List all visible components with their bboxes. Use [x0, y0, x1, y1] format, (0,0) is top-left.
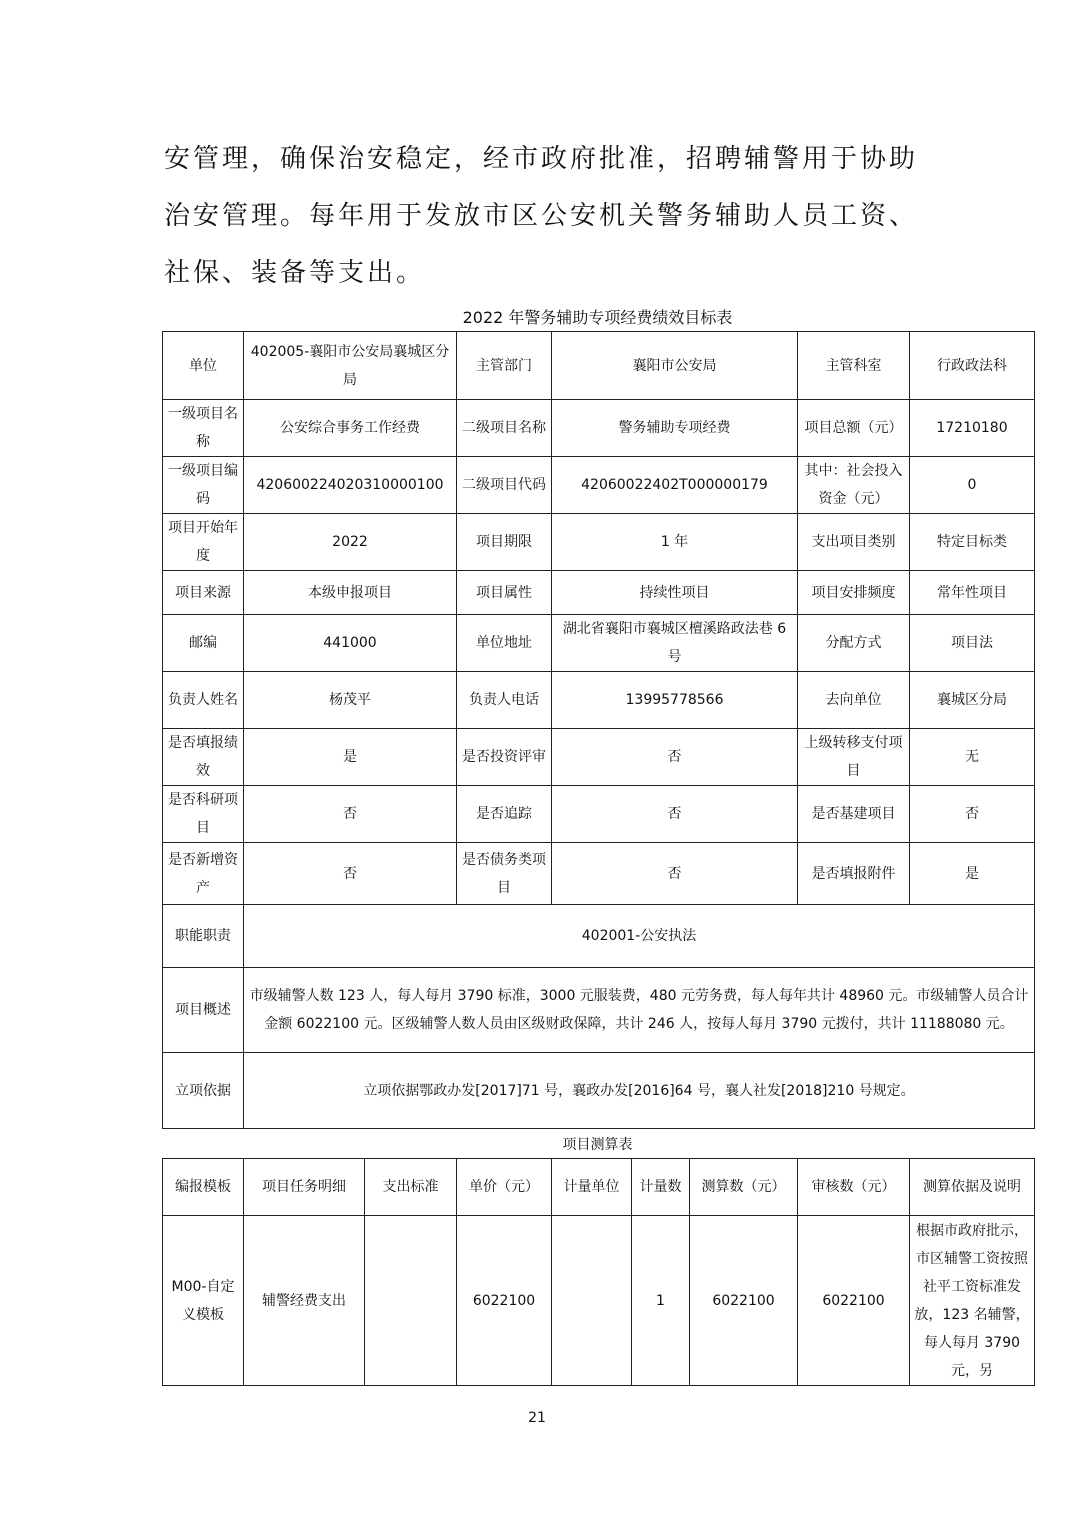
header-cell: 单价（元） [457, 1159, 552, 1216]
label-cell: 项目安排频度 [798, 571, 910, 615]
intro-line-2: 治安管理。每年用于发放市区公安机关警务辅助人员工资、 [164, 201, 919, 231]
project-estimate-table [162, 1158, 1035, 1386]
label-cell: 是否填报附件 [798, 843, 910, 905]
header-cell: 支出标准 [365, 1159, 457, 1216]
label-cell: 上级转移支付项目 [798, 729, 910, 786]
table-row [163, 672, 1035, 729]
table-row [163, 571, 1035, 615]
table-row [163, 457, 1035, 514]
table-row [163, 905, 1035, 968]
table-row [163, 400, 1035, 457]
label-cell: 单位地址 [457, 615, 552, 672]
value-cell: 警务辅助专项经费 [552, 400, 798, 457]
header-cell: 测算数（元） [690, 1159, 798, 1216]
function-value: 402001-公安执法 [244, 905, 1035, 968]
value-cell: 行政政法科 [910, 332, 1035, 400]
table-row [163, 1053, 1035, 1129]
value-cell: 否 [552, 843, 798, 905]
label-cell: 负责人姓名 [163, 672, 244, 729]
value-cell: 公安综合事务工作经费 [244, 400, 457, 457]
header-cell: 审核数（元） [798, 1159, 910, 1216]
intro-paragraph [164, 134, 964, 305]
value-cell: 2022 [244, 514, 457, 571]
value-cell: 1 年 [552, 514, 798, 571]
data-cell: M00-自定义模板 [163, 1216, 244, 1386]
table-row [163, 786, 1035, 843]
value-cell: 是 [910, 843, 1035, 905]
overview-label: 项目概述 [163, 968, 244, 1053]
label-cell: 项目总额（元） [798, 400, 910, 457]
value-cell: 常年性项目 [910, 571, 1035, 615]
value-cell: 否 [910, 786, 1035, 843]
label-cell: 支出项目类别 [798, 514, 910, 571]
table-row [163, 729, 1035, 786]
label-cell: 是否科研项目 [163, 786, 244, 843]
label-cell: 二级项目名称 [457, 400, 552, 457]
value-cell: 否 [552, 786, 798, 843]
table-row [163, 843, 1035, 905]
page-number: 21 [528, 1410, 546, 1426]
header-cell: 测算依据及说明 [910, 1159, 1035, 1216]
data-cell [365, 1216, 457, 1386]
value-cell: 襄阳市公安局 [552, 332, 798, 400]
basis-label: 立项依据 [163, 1053, 244, 1129]
basis-value: 立项依据鄂政办发[2017]71 号，襄政办发[2016]64 号，襄人社发[2018]210 号规定。 [244, 1053, 1035, 1129]
table1-caption: 2022 年警务辅助专项经费绩效目标表 [462, 308, 733, 327]
value-cell: 0 [910, 457, 1035, 514]
header-cell: 计量数 [632, 1159, 690, 1216]
header-cell: 编报模板 [163, 1159, 244, 1216]
value-cell: 否 [552, 729, 798, 786]
table-row [163, 968, 1035, 1053]
label-cell: 是否投资评审 [457, 729, 552, 786]
header-cell: 计量单位 [552, 1159, 632, 1216]
label-cell: 其中：社会投入资金（元） [798, 457, 910, 514]
label-cell: 单位 [163, 332, 244, 400]
value-cell: 42060022402T000000179 [552, 457, 798, 514]
overview-value: 市级辅警人数 123 人，每人每月 3790 标准，3000 元服装费，480 元劳务费，每人每年共计 48960 元。市级辅警人员合计金额 6022100 元。区级辅警人数人员由区级财政保障，共计 246 人，按每人每月 3790 元拨付，共计 11188080 元。 [244, 968, 1035, 1053]
label-cell: 是否填报绩效 [163, 729, 244, 786]
table-header-row [163, 1159, 1035, 1216]
label-cell: 负责人电话 [457, 672, 552, 729]
table-row [163, 615, 1035, 672]
table-row [163, 1216, 1035, 1386]
performance-target-table [162, 331, 1035, 1129]
label-cell: 去向单位 [798, 672, 910, 729]
label-cell: 是否追踪 [457, 786, 552, 843]
intro-line-3: 社保、装备等支出。 [164, 258, 426, 288]
data-cell: 根据市政府批示，市区辅警工资按照社平工资标准发放，123 名辅警，每人每月 3790 元，另 [910, 1216, 1035, 1386]
label-cell: 项目开始年度 [163, 514, 244, 571]
data-cell: 6022100 [457, 1216, 552, 1386]
value-cell: 否 [244, 786, 457, 843]
value-cell: 特定目标类 [910, 514, 1035, 571]
data-cell [552, 1216, 632, 1386]
value-cell: 本级申报项目 [244, 571, 457, 615]
data-cell: 1 [632, 1216, 690, 1386]
table2-caption: 项目测算表 [562, 1137, 633, 1153]
value-cell: 襄城区分局 [910, 672, 1035, 729]
label-cell: 是否债务类项目 [457, 843, 552, 905]
label-cell: 是否新增资产 [163, 843, 244, 905]
value-cell: 17210180 [910, 400, 1035, 457]
value-cell: 402005-襄阳市公安局襄城区分局 [244, 332, 457, 400]
label-cell: 项目来源 [163, 571, 244, 615]
value-cell: 13995778566 [552, 672, 798, 729]
value-cell: 是 [244, 729, 457, 786]
data-cell: 6022100 [798, 1216, 910, 1386]
label-cell: 分配方式 [798, 615, 910, 672]
label-cell: 邮编 [163, 615, 244, 672]
value-cell: 湖北省襄阳市襄城区檀溪路政法巷 6 号 [552, 615, 798, 672]
value-cell: 持续性项目 [552, 571, 798, 615]
value-cell: 项目法 [910, 615, 1035, 672]
table-row [163, 332, 1035, 400]
value-cell: 杨茂平 [244, 672, 457, 729]
label-cell: 一级项目编码 [163, 457, 244, 514]
label-cell: 一级项目名称 [163, 400, 244, 457]
value-cell: 无 [910, 729, 1035, 786]
table-row [163, 514, 1035, 571]
function-label: 职能职责 [163, 905, 244, 968]
label-cell: 项目期限 [457, 514, 552, 571]
label-cell: 是否基建项目 [798, 786, 910, 843]
data-cell: 6022100 [690, 1216, 798, 1386]
label-cell: 二级项目代码 [457, 457, 552, 514]
label-cell: 主管科室 [798, 332, 910, 400]
data-cell: 辅警经费支出 [244, 1216, 365, 1386]
value-cell: 否 [244, 843, 457, 905]
label-cell: 主管部门 [457, 332, 552, 400]
label-cell: 项目属性 [457, 571, 552, 615]
value-cell: 441000 [244, 615, 457, 672]
intro-line-1: 安管理，确保治安稳定，经市政府批准，招聘辅警用于协助 [164, 144, 919, 174]
value-cell: 420600224020310000100 [244, 457, 457, 514]
header-cell: 项目任务明细 [244, 1159, 365, 1216]
